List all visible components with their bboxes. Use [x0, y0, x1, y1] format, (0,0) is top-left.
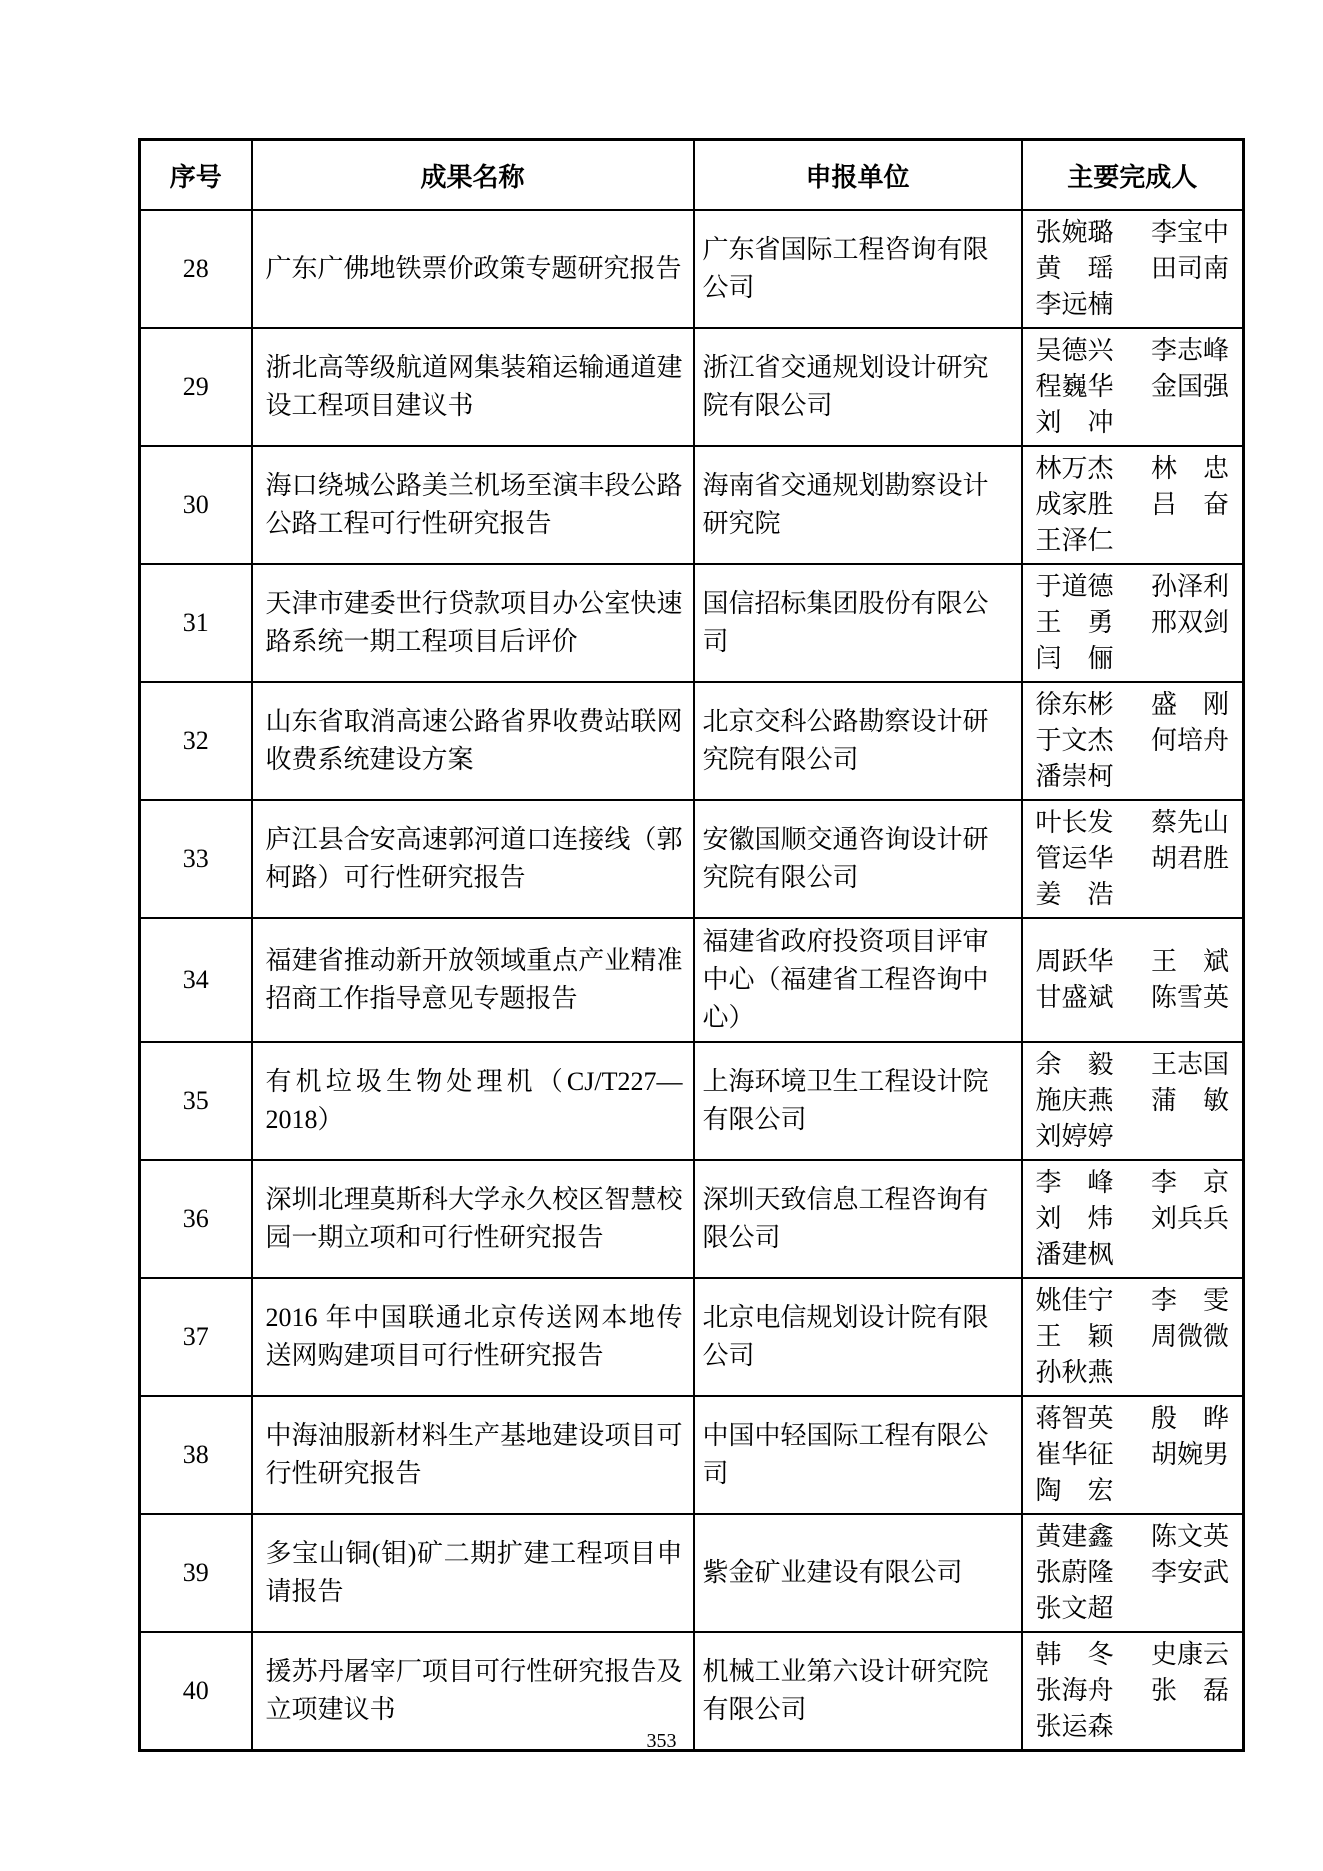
contributor-name: 余毅	[1035, 1050, 1114, 1079]
row-number-cell	[140, 446, 252, 564]
row-number-cell	[140, 1278, 252, 1396]
contributor-name: 陈文英	[1150, 1522, 1229, 1551]
contributor-line	[1036, 215, 1230, 251]
row-number-cell	[140, 800, 252, 918]
table-row	[140, 1514, 1244, 1632]
contributors-cell	[1022, 1514, 1244, 1632]
result-name: 海口绕城公路美兰机场至演丰段公路公路工程可行性研究报告	[265, 471, 683, 538]
contributor-name: 李宝中	[1150, 218, 1229, 247]
contributor-name: 韩冬	[1035, 1640, 1114, 1669]
declaring-unit: 福建省政府投资项目评审中心（福建省工程咨询中心）	[702, 927, 989, 1032]
contributor-line	[1036, 641, 1230, 677]
header-main-contributors: 主要完成人	[1022, 140, 1244, 211]
table-row	[140, 328, 1244, 446]
contributor-name: 林忠	[1151, 454, 1229, 483]
contributor-line	[1036, 569, 1230, 605]
row-number-cell	[140, 918, 252, 1042]
contributor-name: 王斌	[1151, 947, 1229, 976]
result-name-cell	[252, 328, 694, 446]
contributor-name: 成家胜	[1035, 490, 1114, 519]
result-name: 广东广佛地铁票价政策专题研究报告	[265, 254, 682, 283]
contributor-name: 王勇	[1035, 608, 1114, 637]
contributor-name: 蒲敏	[1151, 1086, 1229, 1115]
contributor-line	[1036, 1473, 1230, 1509]
result-name-cell	[252, 564, 694, 682]
contributor-line	[1036, 841, 1230, 877]
contributor-name: 李远楠	[1035, 290, 1114, 319]
table-row	[140, 682, 1244, 800]
row-number-cell	[140, 682, 252, 800]
contributor-line	[1036, 980, 1230, 1016]
declaring-unit: 海南省交通规划勘察设计研究院	[702, 471, 989, 538]
contributor-name: 刘兵兵	[1150, 1204, 1229, 1233]
contributor-name: 王志国	[1150, 1050, 1229, 1079]
contributor-name: 殷晔	[1151, 1404, 1229, 1433]
row-number: 31	[182, 608, 209, 637]
contributor-line	[1036, 333, 1230, 369]
contributors-cell	[1022, 564, 1244, 682]
contributor-name: 崔华征	[1035, 1440, 1114, 1469]
contributor-name: 蒋智英	[1035, 1404, 1114, 1433]
contributor-name: 邢双剑	[1150, 608, 1229, 637]
declaring-unit-cell	[694, 1514, 1022, 1632]
row-number: 29	[182, 372, 209, 401]
contributor-name: 刘冲	[1035, 408, 1114, 437]
declaring-unit-cell	[694, 918, 1022, 1042]
contributors-cell	[1022, 918, 1244, 1042]
contributor-name: 林万杰	[1035, 454, 1114, 483]
contributor-line	[1036, 1637, 1230, 1673]
contributor-name: 孙秋燕	[1035, 1358, 1114, 1387]
contributor-line	[1036, 1555, 1230, 1591]
contributor-name: 史康云	[1150, 1640, 1229, 1669]
row-number-cell	[140, 1514, 252, 1632]
row-number: 34	[182, 965, 209, 994]
result-name: 庐江县合安高速郭河道口连接线（郭柯路）可行性研究报告	[265, 825, 683, 892]
contributor-line	[1036, 369, 1230, 405]
result-name-cell	[252, 1278, 694, 1396]
contributor-name: 陈雪英	[1150, 983, 1229, 1012]
result-name: 浙北高等级航道网集装箱运输通道建设工程项目建议书	[265, 353, 683, 420]
header-result-name: 成果名称	[252, 140, 694, 211]
result-name: 天津市建委世行贷款项目办公室快速路系统一期工程项目后评价	[265, 589, 683, 656]
contributor-name: 张蔚隆	[1035, 1558, 1114, 1587]
declaring-unit: 国信招标集团股份有限公司	[702, 589, 989, 656]
contributor-name: 张磊	[1151, 1676, 1229, 1705]
contributor-name: 黄建鑫	[1035, 1522, 1114, 1551]
contributors-cell	[1022, 1042, 1244, 1160]
declaring-unit: 中国中轻国际工程有限公司	[702, 1421, 989, 1488]
contributor-name: 张婉璐	[1035, 218, 1114, 247]
declaring-unit: 机械工业第六设计研究院有限公司	[702, 1657, 989, 1724]
result-name-cell	[252, 800, 694, 918]
contributor-name: 叶长发	[1035, 808, 1114, 837]
result-name-cell	[252, 210, 694, 328]
row-number: 36	[182, 1204, 209, 1233]
contributor-name: 蔡先山	[1150, 808, 1229, 837]
table-row	[140, 564, 1244, 682]
contributor-line	[1036, 251, 1230, 287]
declaring-unit: 浙江省交通规划设计研究院有限公司	[702, 353, 989, 420]
contributor-name: 刘婷婷	[1035, 1122, 1114, 1151]
contributor-name: 陶宏	[1035, 1476, 1114, 1505]
contributor-line	[1036, 1237, 1230, 1273]
contributor-line	[1036, 523, 1230, 559]
row-number: 30	[182, 490, 209, 519]
row-number-cell	[140, 1396, 252, 1514]
contributor-name: 王泽仁	[1035, 526, 1114, 555]
result-name: 有机垃圾生物处理机（CJ/T227—2018）	[265, 1067, 683, 1134]
contributor-line	[1036, 1401, 1230, 1437]
contributor-name: 周微微	[1150, 1322, 1229, 1351]
result-name-cell	[252, 446, 694, 564]
contributor-line	[1036, 1047, 1230, 1083]
table-row	[140, 800, 1244, 918]
contributor-line	[1036, 759, 1230, 795]
contributor-name: 管运华	[1035, 844, 1114, 873]
contributor-name: 王颖	[1035, 1322, 1114, 1351]
row-number: 35	[182, 1086, 209, 1115]
contributor-line	[1036, 405, 1230, 441]
table-row	[140, 1042, 1244, 1160]
result-name-cell	[252, 1396, 694, 1514]
contributor-line	[1036, 1201, 1230, 1237]
table-row	[140, 1396, 1244, 1514]
table-row	[140, 918, 1244, 1042]
contributor-line	[1036, 1673, 1230, 1709]
contributor-name: 吴德兴	[1035, 336, 1114, 365]
result-name: 福建省推动新开放领域重点产业精准招商工作指导意见专题报告	[265, 946, 683, 1013]
contributor-line	[1036, 877, 1230, 913]
declaring-unit-cell	[694, 1042, 1022, 1160]
contributor-name: 田司南	[1150, 254, 1229, 283]
contributors-cell	[1022, 682, 1244, 800]
declaring-unit-cell	[694, 1278, 1022, 1396]
contributor-name: 徐东彬	[1035, 690, 1114, 719]
contributor-name: 李京	[1151, 1168, 1229, 1197]
contributor-line	[1036, 1283, 1230, 1319]
contributor-line	[1036, 451, 1230, 487]
contributor-name: 黄瑶	[1035, 254, 1114, 283]
declaring-unit-cell	[694, 1396, 1022, 1514]
contributor-name: 潘崇柯	[1035, 762, 1114, 791]
table-row	[140, 1160, 1244, 1278]
row-number: 39	[182, 1558, 209, 1587]
result-name-cell	[252, 918, 694, 1042]
contributors-cell	[1022, 210, 1244, 328]
contributor-name: 张海舟	[1035, 1676, 1114, 1705]
declaring-unit: 北京电信规划设计院有限公司	[702, 1303, 989, 1370]
row-number-cell	[140, 1160, 252, 1278]
contributor-name: 程巍华	[1035, 372, 1114, 401]
results-table	[138, 138, 1245, 1752]
contributor-line	[1036, 287, 1230, 323]
page-number: 353	[646, 1730, 677, 1752]
row-number: 33	[182, 844, 209, 873]
declaring-unit: 安徽国顺交通咨询设计研究院有限公司	[702, 825, 989, 892]
row-number: 37	[182, 1322, 209, 1351]
header-serial-number: 序号	[140, 140, 252, 211]
table-header-row	[140, 140, 1244, 211]
row-number-cell	[140, 564, 252, 682]
result-name: 援苏丹屠宰厂项目可行性研究报告及立项建议书	[265, 1657, 683, 1724]
contributor-line	[1036, 605, 1230, 641]
result-name-cell	[252, 1160, 694, 1278]
contributor-name: 姚佳宁	[1035, 1286, 1114, 1315]
result-name-cell	[252, 1514, 694, 1632]
contributor-name: 刘炜	[1035, 1204, 1114, 1233]
contributor-name: 孙泽利	[1150, 572, 1229, 601]
contributor-name: 胡君胜	[1150, 844, 1229, 873]
declaring-unit-cell	[694, 1160, 1022, 1278]
contributor-name: 盛刚	[1151, 690, 1229, 719]
contributor-line	[1036, 944, 1230, 980]
declaring-unit-cell	[694, 446, 1022, 564]
declaring-unit-cell	[694, 210, 1022, 328]
contributor-line	[1036, 687, 1230, 723]
declaring-unit-cell	[694, 328, 1022, 446]
result-name: 2016 年中国联通北京传送网本地传送网购建项目可行性研究报告	[265, 1303, 683, 1370]
contributor-name: 金国强	[1150, 372, 1229, 401]
contributor-name: 施庆燕	[1035, 1086, 1114, 1115]
row-number: 28	[182, 254, 209, 283]
row-number: 38	[182, 1440, 209, 1469]
declaring-unit: 北京交科公路勘察设计研究院有限公司	[702, 707, 989, 774]
row-number-cell	[140, 328, 252, 446]
contributor-name: 李志峰	[1150, 336, 1229, 365]
contributor-name: 张运森	[1035, 1712, 1114, 1741]
contributor-name: 周跃华	[1035, 947, 1114, 976]
contributors-cell	[1022, 800, 1244, 918]
contributors-cell	[1022, 328, 1244, 446]
contributor-name: 吕奋	[1151, 490, 1229, 519]
contributor-name: 胡婉男	[1150, 1440, 1229, 1469]
row-number-cell	[140, 210, 252, 328]
contributor-name: 李峰	[1035, 1168, 1114, 1197]
contributor-line	[1036, 1083, 1230, 1119]
row-number-cell	[140, 1042, 252, 1160]
result-name: 多宝山铜(钼)矿二期扩建工程项目申请报告	[265, 1539, 683, 1606]
declaring-unit-cell	[694, 564, 1022, 682]
result-name: 中海油服新材料生产基地建设项目可行性研究报告	[265, 1421, 683, 1488]
contributors-cell	[1022, 1278, 1244, 1396]
declaring-unit: 广东省国际工程咨询有限公司	[702, 235, 989, 302]
contributor-name: 何培舟	[1150, 726, 1229, 755]
result-name-cell	[252, 682, 694, 800]
contributor-line	[1036, 1119, 1230, 1155]
row-number: 40	[182, 1676, 209, 1705]
contributor-name: 李雯	[1151, 1286, 1229, 1315]
table-row	[140, 446, 1244, 564]
contributor-line	[1036, 1519, 1230, 1555]
contributor-name: 张文超	[1035, 1594, 1114, 1623]
declaring-unit: 深圳天致信息工程咨询有限公司	[702, 1185, 989, 1252]
contributor-name: 闫俪	[1035, 644, 1114, 673]
result-name: 山东省取消高速公路省界收费站联网收费系统建设方案	[265, 707, 683, 774]
declaring-unit: 紫金矿业建设有限公司	[702, 1558, 963, 1587]
contributor-name: 甘盛斌	[1035, 983, 1114, 1012]
contributor-name: 姜浩	[1035, 880, 1114, 909]
result-name: 深圳北理莫斯科大学永久校区智慧校园一期立项和可行性研究报告	[265, 1185, 683, 1252]
result-name-cell	[252, 1042, 694, 1160]
contributor-line	[1036, 1437, 1230, 1473]
row-number: 32	[182, 726, 209, 755]
contributor-line	[1036, 487, 1230, 523]
contributor-line	[1036, 1165, 1230, 1201]
contributor-name: 于道德	[1035, 572, 1114, 601]
contributor-line	[1036, 1355, 1230, 1391]
declaring-unit: 上海环境卫生工程设计院有限公司	[702, 1067, 989, 1134]
header-declaring-unit: 申报单位	[694, 140, 1022, 211]
contributors-cell	[1022, 1396, 1244, 1514]
contributor-name: 李安武	[1150, 1558, 1229, 1587]
contributor-line	[1036, 723, 1230, 759]
declaring-unit-cell	[694, 682, 1022, 800]
declaring-unit-cell	[694, 800, 1022, 918]
contributor-name: 潘建枫	[1035, 1240, 1114, 1269]
contributors-cell	[1022, 446, 1244, 564]
contributor-line	[1036, 1591, 1230, 1627]
contributor-line	[1036, 1319, 1230, 1355]
contributor-line	[1036, 805, 1230, 841]
contributors-cell	[1022, 1160, 1244, 1278]
table-row	[140, 210, 1244, 328]
table-row	[140, 1278, 1244, 1396]
contributor-name: 于文杰	[1035, 726, 1114, 755]
